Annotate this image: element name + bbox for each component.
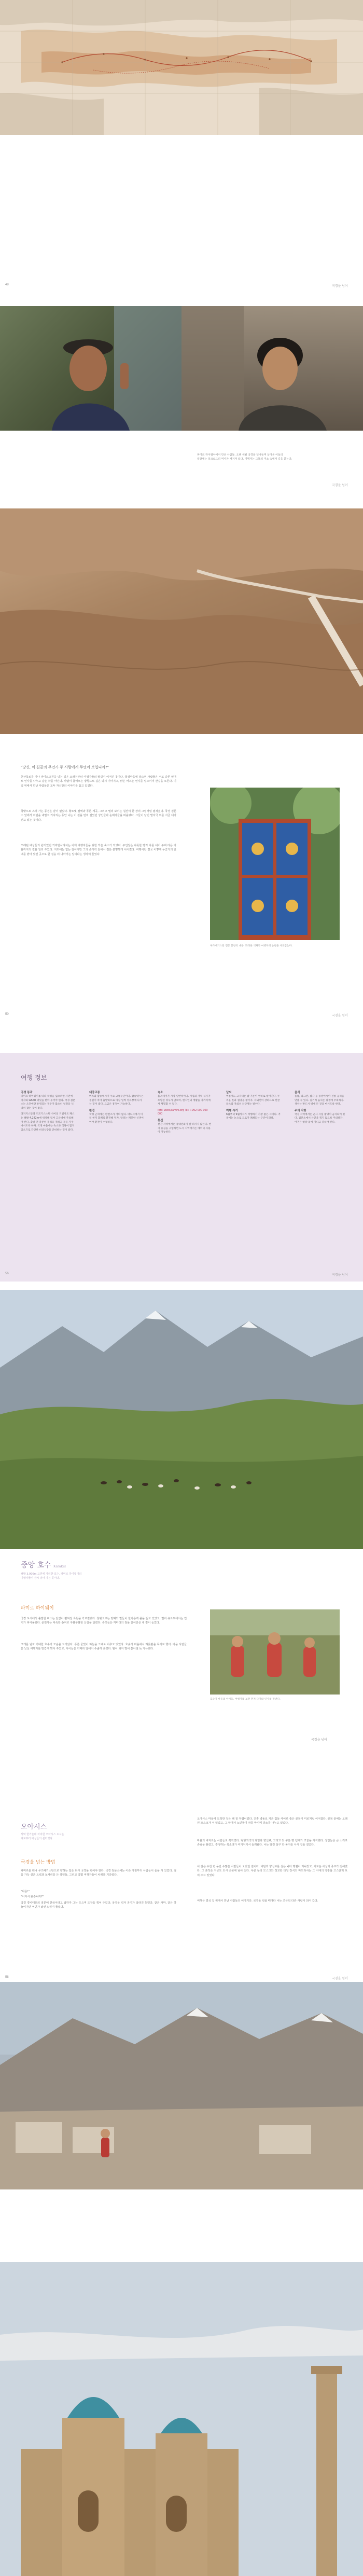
portrait-photo-young-man [182, 306, 363, 431]
body-paragraph: 여행은 결국 길 위에서 만난 사람들의 이야기다. 국경을 넘을 때마다 나는 조금씩 다른 사람이 되어 갔다. [197, 1899, 318, 1903]
map-spread [0, 0, 363, 135]
section-title [21, 1560, 66, 1570]
subtitle-line: 예로부터 대상들의 쉼터였다. [21, 1837, 53, 1840]
info-heading: 주의 사항 [295, 1109, 306, 1112]
caption-line: 얼굴에는 실크로드의 역사가 새겨져 있다. 여행자는 그들의 미소 속에서 길을 묻는다. [197, 457, 292, 461]
info-text: 국경 지역에서는 군사 시설 촬영이 금지되어 있다. 검문소에서 사진을 찍지 않도록 주의하자. 여권은 항상 몸에 지니고 다녀야 한다. [295, 1113, 345, 1124]
section-title-suffix: Karakul [53, 1565, 66, 1568]
photo-caption: 우즈베키스탄 전통 문양의 대문. 화려한 색채가 여행자의 눈길을 사로잡는다. [210, 945, 292, 947]
info-text: 국경 근처에는 환전소가 거의 없다. 대도시에서 미리 현지 화폐로 환전해 두자. 달러는 깨끗한 신권이어야 환전이 수월하다. [89, 1113, 144, 1124]
body-paragraph: 파미르를 떠나 우즈베키스탄으로 향하는 길은 다시 국경을 넘어야 한다. 국경 검문소에는 이른 아침부터 사람들이 줄을 서 있었다. 짐을 가득 실은 트럭과 보따리를 든 상인들, 그리고 몇몇 여행자들이 차례를 기다렸다. [21, 1869, 176, 1877]
info-heading: 환전 [89, 1109, 95, 1112]
body-paragraph: 천산북로를 지나 파미르고원을 넘는 길은 오래전부터 여행자들의 발길이 이어진 곳이다. 국경마을에 닿으면 사람들은 서로 다른 언어로 인사를 나누고 같은 차를 마신다. 바람이 불어오는 방향으로 길은 다시 이어지고, 낡은 버스는 먼지를 일으키며 산길을 오른다. 이 길 위에서 만난 사람들은 모두 자신만의 이야기를 품고 있었다. [21, 776, 176, 788]
info-text: 파미르 하이웨이를 따라 국경을 넘으려면 사전에 비자와 GBAO 퍼밋을 받아 두어야 한다. 국경 검문소는 오전에만 운영되는 경우가 많으니 일정을 넉넉히 잡는 것이 좋다. [21, 1095, 75, 1110]
section-title-text: 중앙 호수 [21, 1561, 51, 1569]
canyon-road-photo [0, 508, 363, 734]
mosque-photo [0, 2262, 363, 2576]
running-head: 국경을 넘어 [332, 285, 348, 288]
running-head: 국경을 넘어 [311, 1739, 327, 1742]
lake-village-children-photo [210, 1609, 340, 1695]
info-heading: 대중교통 [89, 1091, 100, 1094]
section-title: 오아시스 [21, 1823, 47, 1831]
page-number: 58 [5, 1976, 9, 1979]
info-text: 홈스테이가 가장 일반적이다. 아침과 저녁 식사가 포함된 경우가 많으며, 현지인의 생활을 가까이에서 체험할 수 있다. [158, 1095, 211, 1106]
body-paragraph: 고개를 넘자 거대한 호수가 모습을 드러냈다. 푸른 물빛이 하늘을 그대로 비추고 있었다. 호숫가 마을에서 하룻밤을 묵기로 했다. 마을 사람들은 낯선 여행자를 반갑게 맞아 주었고, 아이들은 카메라 앞에서 수줍게 웃었다. 밤이 되자 별이 쏟아질 듯 가득했다. [21, 1643, 187, 1651]
subtitle-line: 해발 3,900m 고원에 자리한 호수. 파미르 하이웨이의 [21, 1573, 82, 1576]
running-head: 국경을 넘어 [332, 1274, 348, 1277]
mountain-meadow-photo [0, 1290, 363, 1549]
section-heading: 국경을 넘는 방법 [21, 1860, 55, 1865]
info-heading: 음식 [295, 1091, 300, 1094]
info-text: 산간 지역에서는 휴대전화가 잘 터지지 않는다. 현지 유심을 구입하면 도시 지역에서는 데이터 사용이 가능하다. [158, 1123, 212, 1134]
photo-caption: 호숫가 마을의 아이들. 여행자를 보면 먼저 다가와 인사를 건넨다. [210, 1698, 281, 1701]
body-paragraph: 이 길은 수천 년 동안 수많은 사람들이 오갔던 길이다. 비단과 향신료를 실은 낙타 행렬이 지나갔고, 새로운 사상과 종교가 전해졌다. 그 흔적은 지금도 도시 곳곳에 남아 있다. 푸른 돔의 모스크와 정교한 타일 장식의 마드라사는 그 시대의 영광을 고스란히 보여 주고 있었다. [197, 1865, 347, 1877]
info-heading: 숙소 [158, 1091, 163, 1094]
subtitle-line: 사막 한가운데 자리한 오아시스 도시는 [21, 1833, 64, 1836]
info-text: 타지키스탄과 키르기스스탄 사이의 키질아트 패스는 해발 4,282m에 위치해 있어 고산병에 주의해야 한다. 출발 전 충분히 휴식을 취하고 물을 자주 마시도록 하자. 국경 마을에는 숙소와 식당이 많지 않으므로 간단한 비상식량을 준비하는 것이 좋다. [21, 1113, 75, 1132]
travel-info-title: 여행 정보 [21, 1074, 47, 1081]
page-number: 50 [5, 1013, 9, 1016]
page-number: 48 [5, 283, 9, 286]
body-paragraph: 오아시스 마을에 도착한 것은 해 질 무렵이었다. 진흙 벽돌로 지은 집들 사이로 좁은 골목이 미로처럼 이어졌다. 골목 끝에는 오래된 모스크가 서 있었고, 그 앞에서 노인들이 차를 마시며 담소를 나누고 있었다. [197, 1817, 347, 1825]
world-map-illustration [0, 0, 363, 135]
info-contact: Info: www.pamirs.org Tel: +992 000 000 000 [158, 1109, 208, 1116]
info-heading: 국경 통과 [21, 1091, 33, 1094]
section-quote: "당신, 이 길끝의 무언가 두 사람에게 무엇이 보입니까?" [21, 765, 109, 769]
info-column [89, 1089, 144, 1125]
running-head: 국경을 넘어 [332, 484, 348, 487]
dialogue-line: "어디서 왔습니까?" [21, 1895, 44, 1898]
body-paragraph: 국경 도시에서 출발한 버스는 끝없이 펼쳐진 초원을 가로질렀다. 창밖으로는 양떼와 말들이 한가롭게 풀을 뜯고 있었고, 멀리 유르트에서는 연기가 피어올랐다. 운전사는 익숙한 솜씨로 구불구불한 산길을 달렸다. 승객들은 저마다의 짐을 끌어안은 채 잠이 들었다. [21, 1617, 187, 1625]
body-paragraph: 창밖으로 스쳐 가는 풍경은 끝이 없었다. 황토빛 절벽과 푸른 계곡, 그리고 멀리 보이는 설산이 한 장의 그림처럼 펼쳐졌다. 국경 검문소 앞에서 여권을 내밀고 기다리는 동안 나는 이 길을 먼저 걸었던 상인들과 순례자들을 떠올렸다. 그들이 남긴 발자국 위를 지금 내가 걷고 있는 것이다. [21, 810, 176, 822]
portrait-photo-old-man [0, 306, 182, 431]
info-text: 6월부터 9월까지가 여행하기 가장 좋은 시기다. 겨울에는 눈으로 도로가 폐쇄되는 구간이 많다. [226, 1113, 281, 1120]
dialogue-line: "다음!" [21, 1890, 30, 1893]
info-heading: 날씨 [226, 1091, 232, 1094]
body-paragraph: 마을의 바자르는 사람들로 북적였다. 형형색색의 과일과 향신료, 그리고 갓 구운 빵 냄새가 코끝을 자극했다. 상인들은 큰 소리로 손님을 불렀고, 흥정하는 목소리가 여기저기서 들려왔다. 나는 말린 살구 한 봉지를 사서 길을 걸었다. [197, 1839, 347, 1847]
mountain-village-photo [0, 1982, 363, 2189]
body-paragraph: 오래된 대상들의 쉼터였던 카라반사라이는 이제 여행자들을 위한 작은 숙소가 되었다. 주인장은 따뜻한 빵과 차를 내어 주며 다음 마을까지의 길을 일러 주었다. 지도에는 없는 길이지만 그의 손가락 끝에서 길은 분명하게 이어졌다. 여행이란 결국 이렇게 누군가의 안내를 받아 낯선 곳으로 한 걸음 더 나아가는 일이라는 생각이 들었다. [21, 844, 176, 856]
section-heading: 파미르 하이웨이 [21, 1606, 54, 1611]
info-text: 버스와 합승택시가 주요 교통수단이다. 합승택시는 정원이 차야 출발하므로 아침 일찍 정류장에 나가는 것이 좋다. 요금은 흥정이 가능하다. [89, 1095, 144, 1106]
section-subtitle [21, 1833, 64, 1841]
running-head: 국경을 넘어 [332, 1014, 348, 1017]
travel-info-panel [0, 1053, 363, 1282]
info-column [226, 1089, 281, 1121]
info-text: 플롭, 라그만, 삼사 등 중앙아시아 전통 음식을 맛볼 수 있다. 길거리 음식은 위생에 주의하자. 생수는 반드시 병에 든 것을 마시도록 한다. [295, 1095, 344, 1106]
info-column [21, 1089, 76, 1132]
info-text: 여름에도 고지대는 밤 기온이 영하로 떨어진다. 두꺼운 옷과 침낭을 챙기자. 자외선이 강하므로 선글라스와 자외선 차단제는 필수다. [226, 1095, 280, 1106]
photo-caption [197, 453, 322, 461]
info-heading: 여행 시기 [226, 1109, 238, 1112]
ornate-door-photo [210, 788, 340, 940]
page-number: 56 [5, 1272, 9, 1275]
caption-line: 파미르 하이웨이에서 만난 사람들. 오랜 세월 국경을 넘나들며 살아온 이들의 [197, 453, 283, 457]
info-heading: 통신 [158, 1119, 163, 1122]
info-column [295, 1089, 346, 1125]
section-subtitle [21, 1572, 81, 1580]
subtitle-line: 여행자들이 잠시 쉬어 가는 곳이다. [21, 1577, 60, 1580]
body-paragraph: 국경 경비대원의 질문에 한국이라고 답하자 그는 웃으며 도장을 찍어 주었다. 국경을 넘자 공기가 달라진 듯했다. 같은 사막, 같은 하늘이지만 어딘가 낯선 느낌이 들었다. [21, 1902, 176, 1909]
info-column [158, 1089, 213, 1135]
running-head: 국경을 넘어 [332, 1977, 348, 1980]
